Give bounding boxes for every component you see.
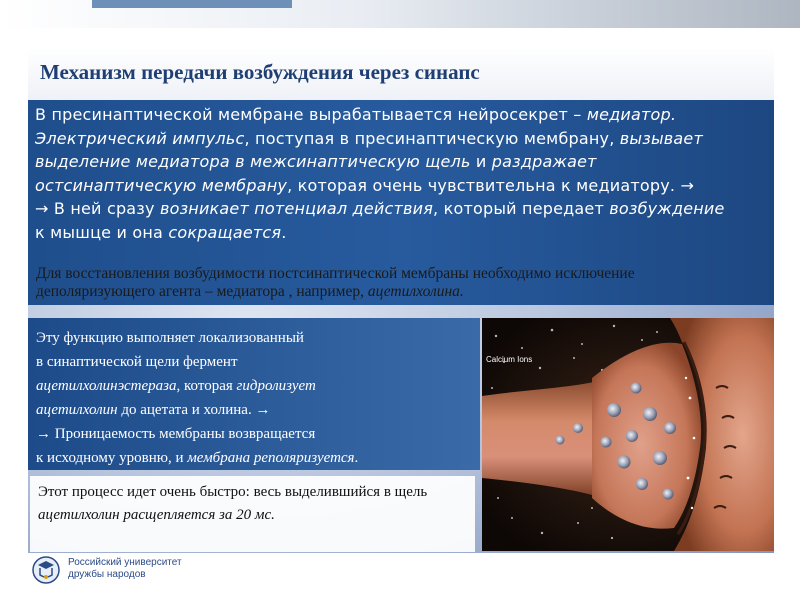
text-segment: , поступая в пресинаптическую мембрану, <box>244 128 620 148</box>
university-line1: Российский университет <box>68 557 182 568</box>
text-emphasis: мембрана реполяризуется <box>187 450 355 466</box>
text-segment: . <box>281 222 287 242</box>
presynaptic-terminal <box>592 343 701 529</box>
restoration-text <box>36 265 756 301</box>
text-emphasis: гидролизует <box>236 378 316 394</box>
text-line: Эту функцию выполняет локализованный <box>36 330 304 346</box>
text-segment: → В ней сразу <box>35 199 160 218</box>
text-segment: , который передает <box>433 199 610 218</box>
text-segment: В пресинаптической мембране вырабатывается нейросекрет – <box>35 105 587 124</box>
text-segment: и <box>470 152 492 171</box>
text-segment: , которая очень чувствительна к медиатору. → <box>287 175 695 195</box>
text-segment: к исходному уровню, и <box>36 450 188 466</box>
slide-title: Механизм передачи возбуждения через синапс <box>40 60 480 84</box>
text-emphasis: ацетилхолин расщепляется за 20 мс. <box>38 506 275 523</box>
process-text <box>38 481 474 526</box>
top-decor-rect <box>92 0 292 8</box>
text-emphasis: сокращается <box>168 222 282 242</box>
text-line: в синаптической щели фермент <box>36 354 238 370</box>
text-segment: . <box>354 450 359 466</box>
text-segment: к мышце и она <box>35 222 169 242</box>
text-segment: Для восстановления возбудимости постсинаптической мембраны необходимо исключение деполяризующего агента – медиатора , например, <box>36 265 635 300</box>
text-emphasis: медиатор. Электрический импульс <box>35 105 677 148</box>
image-label: Calcium Ions <box>486 355 533 364</box>
text-emphasis: ацетилхолинэстераза <box>36 378 177 394</box>
synapse-illustration <box>482 318 774 551</box>
text-segment: Этот процесс идет очень быстро: весь выделившийся в щель <box>38 484 428 500</box>
text-emphasis: возникает потенциал действия <box>159 199 434 218</box>
text-line: → Проницаемость мембраны возвращается <box>36 426 316 442</box>
university-line2: дружбы народов <box>68 569 146 580</box>
university-logo-icon <box>30 555 62 585</box>
logo-svg <box>30 555 62 585</box>
text-emphasis: возбуждение <box>609 199 725 218</box>
enzyme-text <box>36 326 476 470</box>
text-emphasis: раздражает остсинаптическую мембрану <box>35 152 597 195</box>
synapse-svg <box>482 318 774 551</box>
main-text <box>35 103 755 244</box>
text-emphasis: вызывает выделение медиатора в межсинаптическую щель <box>35 128 703 171</box>
university-name <box>68 557 268 581</box>
text-segment: , которая <box>176 378 237 394</box>
text-segment: до ацетата и холина. → <box>117 402 271 418</box>
text-emphasis: ацетилхолин <box>36 402 118 418</box>
text-emphasis: ацетилхолина. <box>367 283 464 300</box>
